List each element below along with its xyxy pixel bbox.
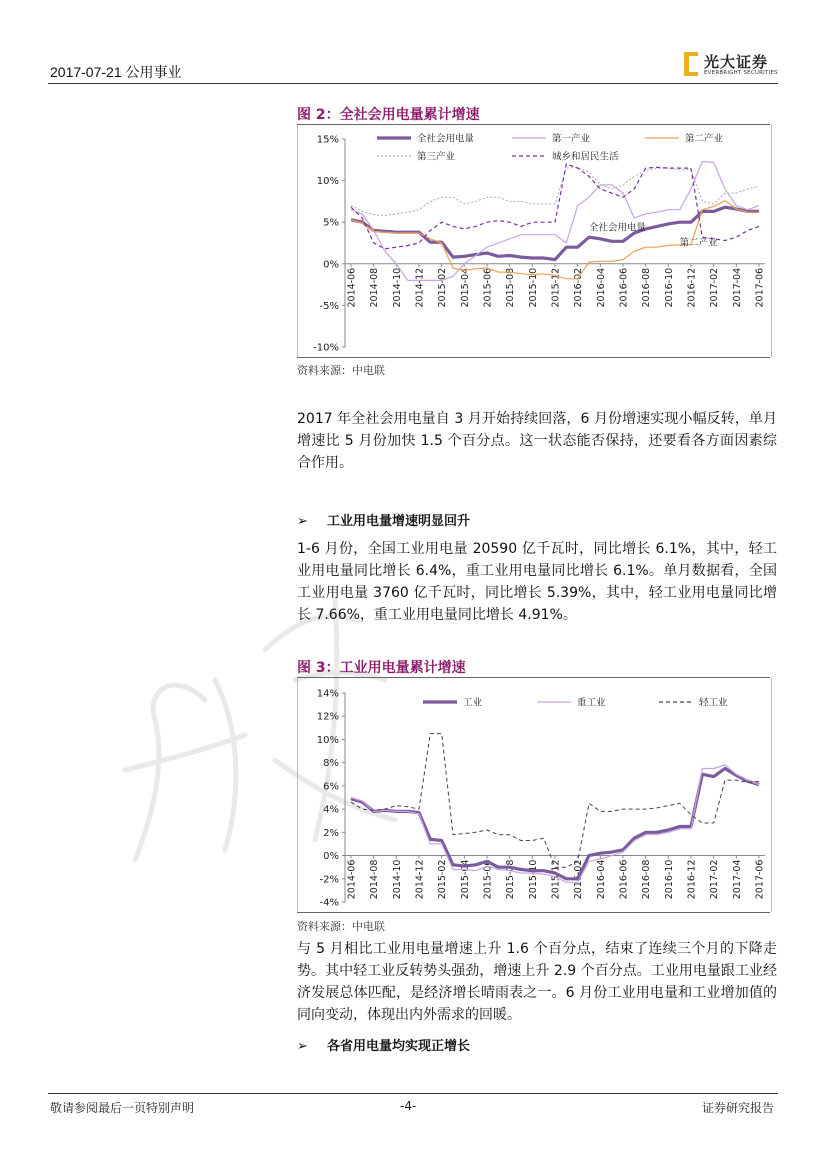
x-tick-label: 2015-08 (505, 267, 517, 308)
legend-label: 工业 (463, 697, 483, 709)
chart-annotation: 全社会用电量 (589, 222, 647, 234)
legend-label: 轻工业 (699, 697, 728, 709)
x-tick-label: 2017-06 (754, 859, 766, 900)
x-tick-label: 2014-08 (369, 267, 381, 308)
bullet-arrow-icon: ➢ (297, 1039, 308, 1054)
x-tick-label: 2015-06 (482, 859, 494, 900)
bullet-industrial (297, 510, 470, 529)
x-tick-label: 2015-04 (459, 859, 471, 900)
footer-page-number: -4- (400, 1099, 417, 1113)
x-tick-label: 2016-02 (573, 859, 585, 900)
series-line-3 (351, 167, 759, 215)
figure3-chart (297, 678, 770, 912)
y-tick-label: 6% (323, 781, 339, 793)
company-logo (684, 52, 784, 80)
y-tick-label: 5% (323, 217, 339, 229)
y-tick-label: -5% (319, 300, 339, 312)
header-date-section: 2017-07-21 公用事业 (50, 64, 182, 80)
y-tick-label: 0% (323, 259, 339, 271)
x-tick-label: 2017-04 (731, 267, 743, 308)
x-tick-label: 2017-02 (709, 267, 721, 308)
legend-label: 城乡和居民生活 (552, 151, 619, 163)
bullet-arrow-icon: ➢ (297, 514, 308, 529)
y-tick-label: 8% (323, 758, 339, 770)
header-divider (48, 83, 778, 84)
figure2-chart (297, 125, 770, 357)
x-tick-label: 2017-04 (731, 859, 743, 900)
x-tick-label: 2016-08 (641, 859, 653, 900)
x-tick-label: 2017-06 (754, 267, 766, 308)
x-tick-label: 2016-08 (641, 267, 653, 308)
x-tick-label: 2014-08 (369, 859, 381, 900)
x-tick-label: 2014-06 (346, 859, 358, 900)
bullet-provinces-text: 各省用电量均实现正增长 (327, 1039, 471, 1054)
x-tick-label: 2015-08 (505, 859, 517, 900)
x-tick-label: 2015-12 (550, 859, 562, 900)
paragraph-industrial-analysis: 与 5 月相比工业用电量增速上升 1.6 个百分点，结束了连续三个月的下降走势。其中轻工业反转势头强劲，增速上升 2.9 个百分点。工业用电量跟工业经济发展总体匹配，是经济增长晴雨表之一。6 月份工业用电量和工业增加值的同向变动，体现出内外需求的回暖。 (297, 941, 777, 1023)
chart-annotation: 第二产业 (679, 237, 718, 249)
figure2-source: 资料来源：中电联 (297, 364, 385, 377)
x-tick-label: 2015-02 (437, 859, 449, 900)
series-line-4 (351, 164, 759, 249)
y-tick-label: 10% (316, 176, 339, 188)
x-tick-label: 2015-04 (459, 267, 471, 308)
legend-label: 重工业 (577, 697, 606, 709)
y-tick-label: 14% (316, 688, 339, 700)
figure3-bottom-rule (297, 912, 770, 913)
x-tick-label: 2016-02 (573, 267, 585, 308)
y-tick-label: 15% (316, 134, 339, 146)
x-tick-label: 2016-12 (686, 859, 698, 900)
x-tick-label: 2016-06 (618, 267, 630, 308)
logo-mark-icon (684, 52, 698, 76)
x-tick-label: 2014-10 (391, 267, 403, 308)
footer-disclaimer: 敬请参阅最后一页特别声明 (50, 1101, 195, 1115)
y-tick-label: -4% (319, 897, 339, 909)
x-tick-label: 2015-10 (527, 267, 539, 308)
paragraph-industrial-electricity: 1-6 月份，全国工业用电量 20590 亿千瓦时，同比增长 6.1%，其中，轻工业用电量同比增长 6.4%，重工业用电量同比增长 6.1%。单月数据看，全国工业用电量 3760 亿千瓦时，同比增长 5.39%，其中，轻工业用电量同比增长 7.66%，重工业用电量同比增长 4.91%。 (297, 541, 777, 623)
x-tick-label: 2015-12 (550, 267, 562, 308)
bullet-provinces (297, 1035, 470, 1054)
y-tick-label: -10% (313, 342, 339, 354)
legend-label: 全社会用电量 (417, 133, 475, 145)
logo-english-text: EVERBRIGHT SECURITIES (704, 70, 778, 76)
x-tick-label: 2017-02 (709, 859, 721, 900)
legend-label: 第二产业 (685, 133, 724, 145)
x-tick-label: 2016-06 (618, 859, 630, 900)
logo-chinese-text: 光大证券 (704, 53, 769, 71)
x-tick-label: 2015-10 (527, 859, 539, 900)
y-tick-label: 0% (323, 851, 339, 863)
x-tick-label: 2016-04 (595, 859, 607, 900)
x-tick-label: 2014-10 (391, 859, 403, 900)
footer-divider (48, 1093, 778, 1094)
x-tick-label: 2016-10 (663, 859, 675, 900)
figure2-bottom-rule (297, 357, 770, 358)
x-tick-label: 2014-12 (414, 859, 426, 900)
y-tick-label: 2% (323, 827, 339, 839)
paragraph-total-electricity: 2017 年全社会用电量自 3 月开始持续回落，6 月份增速实现小幅反转，单月增速比 5 月份加快 1.5 个百分点。这一状态能否保持，还要看各方面因素综合作用。 (297, 411, 777, 471)
figure2-title: 图 2：全社会用电量累计增速 (297, 107, 480, 123)
x-tick-label: 2015-02 (437, 267, 449, 308)
figure3-title: 图 3：工业用电量累计增速 (297, 660, 466, 676)
x-tick-label: 2016-10 (663, 267, 675, 308)
y-tick-label: 10% (316, 734, 339, 746)
bullet-industrial-text: 工业用电量增速明显回升 (327, 514, 471, 529)
y-tick-label: 4% (323, 804, 339, 816)
legend-label: 第一产业 (552, 133, 591, 145)
y-tick-label: 12% (316, 711, 339, 723)
x-tick-label: 2014-06 (346, 267, 358, 308)
x-tick-label: 2015-06 (482, 267, 494, 308)
legend-label: 第三产业 (417, 151, 456, 163)
footer-report-type: 证券研究报告 (702, 1101, 775, 1115)
x-tick-label: 2016-04 (595, 267, 607, 308)
x-tick-label: 2016-12 (686, 267, 698, 308)
figure3-source: 资料来源：中电联 (297, 920, 385, 933)
x-tick-label: 2014-12 (414, 267, 426, 308)
y-tick-label: -2% (319, 874, 339, 886)
